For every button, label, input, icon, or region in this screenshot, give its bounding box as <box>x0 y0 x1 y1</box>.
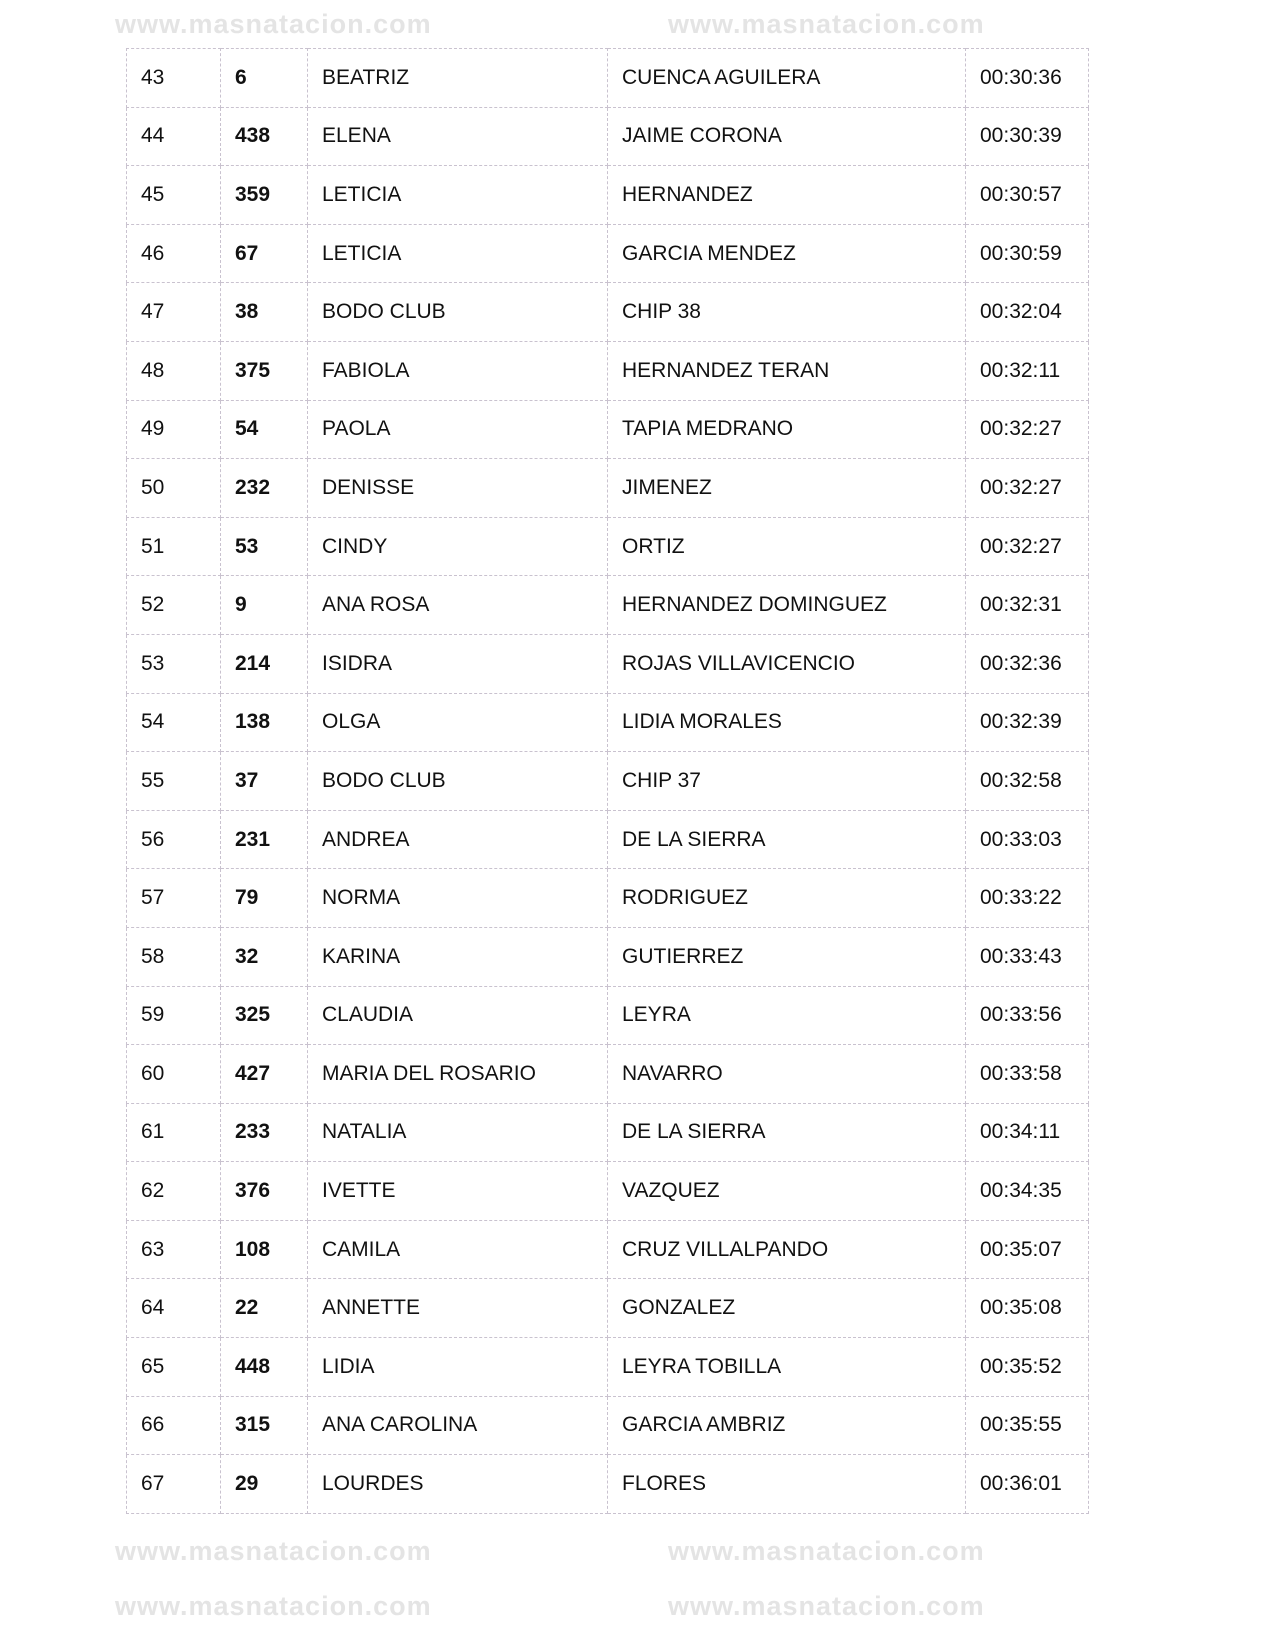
last-name-cell: CHIP 37 <box>608 752 966 811</box>
time-cell: 00:35:08 <box>966 1279 1089 1338</box>
position-cell: 57 <box>127 869 221 928</box>
first-name-cell: CLAUDIA <box>308 986 608 1045</box>
first-name-cell: ANA CAROLINA <box>308 1396 608 1455</box>
bib-number-cell: 375 <box>221 341 308 400</box>
table-row <box>127 224 1089 283</box>
bib-number-cell: 22 <box>221 1279 308 1338</box>
first-name-cell: IVETTE <box>308 1162 608 1221</box>
last-name-cell: JAIME CORONA <box>608 107 966 166</box>
bib-number-cell: 359 <box>221 166 308 225</box>
first-name-cell: FABIOLA <box>308 341 608 400</box>
first-name-cell: MARIA DEL ROSARIO <box>308 1045 608 1104</box>
last-name-cell: HERNANDEZ <box>608 166 966 225</box>
last-name-cell: GUTIERREZ <box>608 927 966 986</box>
time-cell: 00:32:27 <box>966 400 1089 459</box>
position-cell: 67 <box>127 1455 221 1514</box>
time-cell: 00:30:39 <box>966 107 1089 166</box>
position-cell: 63 <box>127 1220 221 1279</box>
first-name-cell: LETICIA <box>308 224 608 283</box>
time-cell: 00:33:58 <box>966 1045 1089 1104</box>
last-name-cell: GARCIA AMBRIZ <box>608 1396 966 1455</box>
table-row <box>127 166 1089 225</box>
table-row <box>127 1162 1089 1221</box>
last-name-cell: CUENCA AGUILERA <box>608 49 966 108</box>
results-table <box>126 48 1089 1514</box>
table-row <box>127 517 1089 576</box>
bib-number-cell: 6 <box>221 49 308 108</box>
time-cell: 00:34:11 <box>966 1103 1089 1162</box>
time-cell: 00:30:36 <box>966 49 1089 108</box>
position-cell: 49 <box>127 400 221 459</box>
first-name-cell: OLGA <box>308 693 608 752</box>
last-name-cell: LIDIA MORALES <box>608 693 966 752</box>
bib-number-cell: 29 <box>221 1455 308 1514</box>
position-cell: 56 <box>127 810 221 869</box>
bib-number-cell: 67 <box>221 224 308 283</box>
bib-number-cell: 376 <box>221 1162 308 1221</box>
last-name-cell: TAPIA MEDRANO <box>608 400 966 459</box>
time-cell: 00:32:27 <box>966 517 1089 576</box>
table-row <box>127 49 1089 108</box>
bib-number-cell: 38 <box>221 283 308 342</box>
last-name-cell: FLORES <box>608 1455 966 1514</box>
position-cell: 47 <box>127 283 221 342</box>
bib-number-cell: 54 <box>221 400 308 459</box>
table-row <box>127 1220 1089 1279</box>
table-row <box>127 1279 1089 1338</box>
first-name-cell: KARINA <box>308 927 608 986</box>
table-row <box>127 1455 1089 1514</box>
table-row <box>127 459 1089 518</box>
last-name-cell: HERNANDEZ TERAN <box>608 341 966 400</box>
position-cell: 59 <box>127 986 221 1045</box>
time-cell: 00:30:59 <box>966 224 1089 283</box>
last-name-cell: LEYRA <box>608 986 966 1045</box>
position-cell: 65 <box>127 1338 221 1397</box>
first-name-cell: LIDIA <box>308 1338 608 1397</box>
watermark: www.masnatacion.com <box>668 1591 985 1621</box>
time-cell: 00:32:11 <box>966 341 1089 400</box>
bib-number-cell: 214 <box>221 634 308 693</box>
table-row <box>127 693 1089 752</box>
first-name-cell: DENISSE <box>308 459 608 518</box>
last-name-cell: DE LA SIERRA <box>608 810 966 869</box>
position-cell: 43 <box>127 49 221 108</box>
time-cell: 00:35:07 <box>966 1220 1089 1279</box>
position-cell: 60 <box>127 1045 221 1104</box>
position-cell: 52 <box>127 576 221 635</box>
bib-number-cell: 315 <box>221 1396 308 1455</box>
watermark: www.masnatacion.com <box>668 1536 985 1566</box>
table-row <box>127 634 1089 693</box>
first-name-cell: BEATRIZ <box>308 49 608 108</box>
watermark: www.masnatacion.com <box>668 9 985 39</box>
last-name-cell: JIMENEZ <box>608 459 966 518</box>
watermark: www.masnatacion.com <box>115 9 432 39</box>
table-row <box>127 283 1089 342</box>
position-cell: 58 <box>127 927 221 986</box>
table-row <box>127 1045 1089 1104</box>
position-cell: 55 <box>127 752 221 811</box>
position-cell: 61 <box>127 1103 221 1162</box>
last-name-cell: DE LA SIERRA <box>608 1103 966 1162</box>
first-name-cell: BODO CLUB <box>308 752 608 811</box>
last-name-cell: VAZQUEZ <box>608 1162 966 1221</box>
position-cell: 64 <box>127 1279 221 1338</box>
table-row <box>127 986 1089 1045</box>
first-name-cell: ISIDRA <box>308 634 608 693</box>
table-row <box>127 107 1089 166</box>
position-cell: 48 <box>127 341 221 400</box>
time-cell: 00:32:58 <box>966 752 1089 811</box>
bib-number-cell: 108 <box>221 1220 308 1279</box>
bib-number-cell: 37 <box>221 752 308 811</box>
first-name-cell: LETICIA <box>308 166 608 225</box>
position-cell: 51 <box>127 517 221 576</box>
bib-number-cell: 53 <box>221 517 308 576</box>
bib-number-cell: 231 <box>221 810 308 869</box>
watermark: www.masnatacion.com <box>115 1536 432 1566</box>
time-cell: 00:32:31 <box>966 576 1089 635</box>
last-name-cell: LEYRA TOBILLA <box>608 1338 966 1397</box>
first-name-cell: ANNETTE <box>308 1279 608 1338</box>
position-cell: 45 <box>127 166 221 225</box>
position-cell: 50 <box>127 459 221 518</box>
time-cell: 00:36:01 <box>966 1455 1089 1514</box>
table-row <box>127 869 1089 928</box>
table-row <box>127 1103 1089 1162</box>
position-cell: 53 <box>127 634 221 693</box>
last-name-cell: GARCIA MENDEZ <box>608 224 966 283</box>
last-name-cell: NAVARRO <box>608 1045 966 1104</box>
table-row <box>127 400 1089 459</box>
bib-number-cell: 32 <box>221 927 308 986</box>
bib-number-cell: 79 <box>221 869 308 928</box>
bib-number-cell: 233 <box>221 1103 308 1162</box>
time-cell: 00:34:35 <box>966 1162 1089 1221</box>
results-body <box>127 49 1089 1514</box>
first-name-cell: ANA ROSA <box>308 576 608 635</box>
first-name-cell: PAOLA <box>308 400 608 459</box>
time-cell: 00:32:04 <box>966 283 1089 342</box>
time-cell: 00:35:55 <box>966 1396 1089 1455</box>
position-cell: 46 <box>127 224 221 283</box>
time-cell: 00:32:36 <box>966 634 1089 693</box>
first-name-cell: ANDREA <box>308 810 608 869</box>
table-row <box>127 1396 1089 1455</box>
last-name-cell: GONZALEZ <box>608 1279 966 1338</box>
bib-number-cell: 325 <box>221 986 308 1045</box>
last-name-cell: CRUZ VILLALPANDO <box>608 1220 966 1279</box>
table-row <box>127 752 1089 811</box>
first-name-cell: ELENA <box>308 107 608 166</box>
last-name-cell: ORTIZ <box>608 517 966 576</box>
last-name-cell: ROJAS VILLAVICENCIO <box>608 634 966 693</box>
first-name-cell: LOURDES <box>308 1455 608 1514</box>
bib-number-cell: 427 <box>221 1045 308 1104</box>
table-row <box>127 927 1089 986</box>
position-cell: 62 <box>127 1162 221 1221</box>
last-name-cell: RODRIGUEZ <box>608 869 966 928</box>
bib-number-cell: 232 <box>221 459 308 518</box>
time-cell: 00:33:22 <box>966 869 1089 928</box>
first-name-cell: NATALIA <box>308 1103 608 1162</box>
first-name-cell: CINDY <box>308 517 608 576</box>
bib-number-cell: 9 <box>221 576 308 635</box>
time-cell: 00:35:52 <box>966 1338 1089 1397</box>
first-name-cell: BODO CLUB <box>308 283 608 342</box>
time-cell: 00:32:27 <box>966 459 1089 518</box>
table-row <box>127 576 1089 635</box>
table-row <box>127 341 1089 400</box>
bib-number-cell: 138 <box>221 693 308 752</box>
position-cell: 66 <box>127 1396 221 1455</box>
watermark: www.masnatacion.com <box>115 1591 432 1621</box>
table-row <box>127 1338 1089 1397</box>
position-cell: 44 <box>127 107 221 166</box>
time-cell: 00:33:56 <box>966 986 1089 1045</box>
bib-number-cell: 448 <box>221 1338 308 1397</box>
last-name-cell: CHIP 38 <box>608 283 966 342</box>
time-cell: 00:33:43 <box>966 927 1089 986</box>
position-cell: 54 <box>127 693 221 752</box>
bib-number-cell: 438 <box>221 107 308 166</box>
time-cell: 00:33:03 <box>966 810 1089 869</box>
first-name-cell: NORMA <box>308 869 608 928</box>
last-name-cell: HERNANDEZ DOMINGUEZ <box>608 576 966 635</box>
time-cell: 00:30:57 <box>966 166 1089 225</box>
first-name-cell: CAMILA <box>308 1220 608 1279</box>
time-cell: 00:32:39 <box>966 693 1089 752</box>
table-row <box>127 810 1089 869</box>
